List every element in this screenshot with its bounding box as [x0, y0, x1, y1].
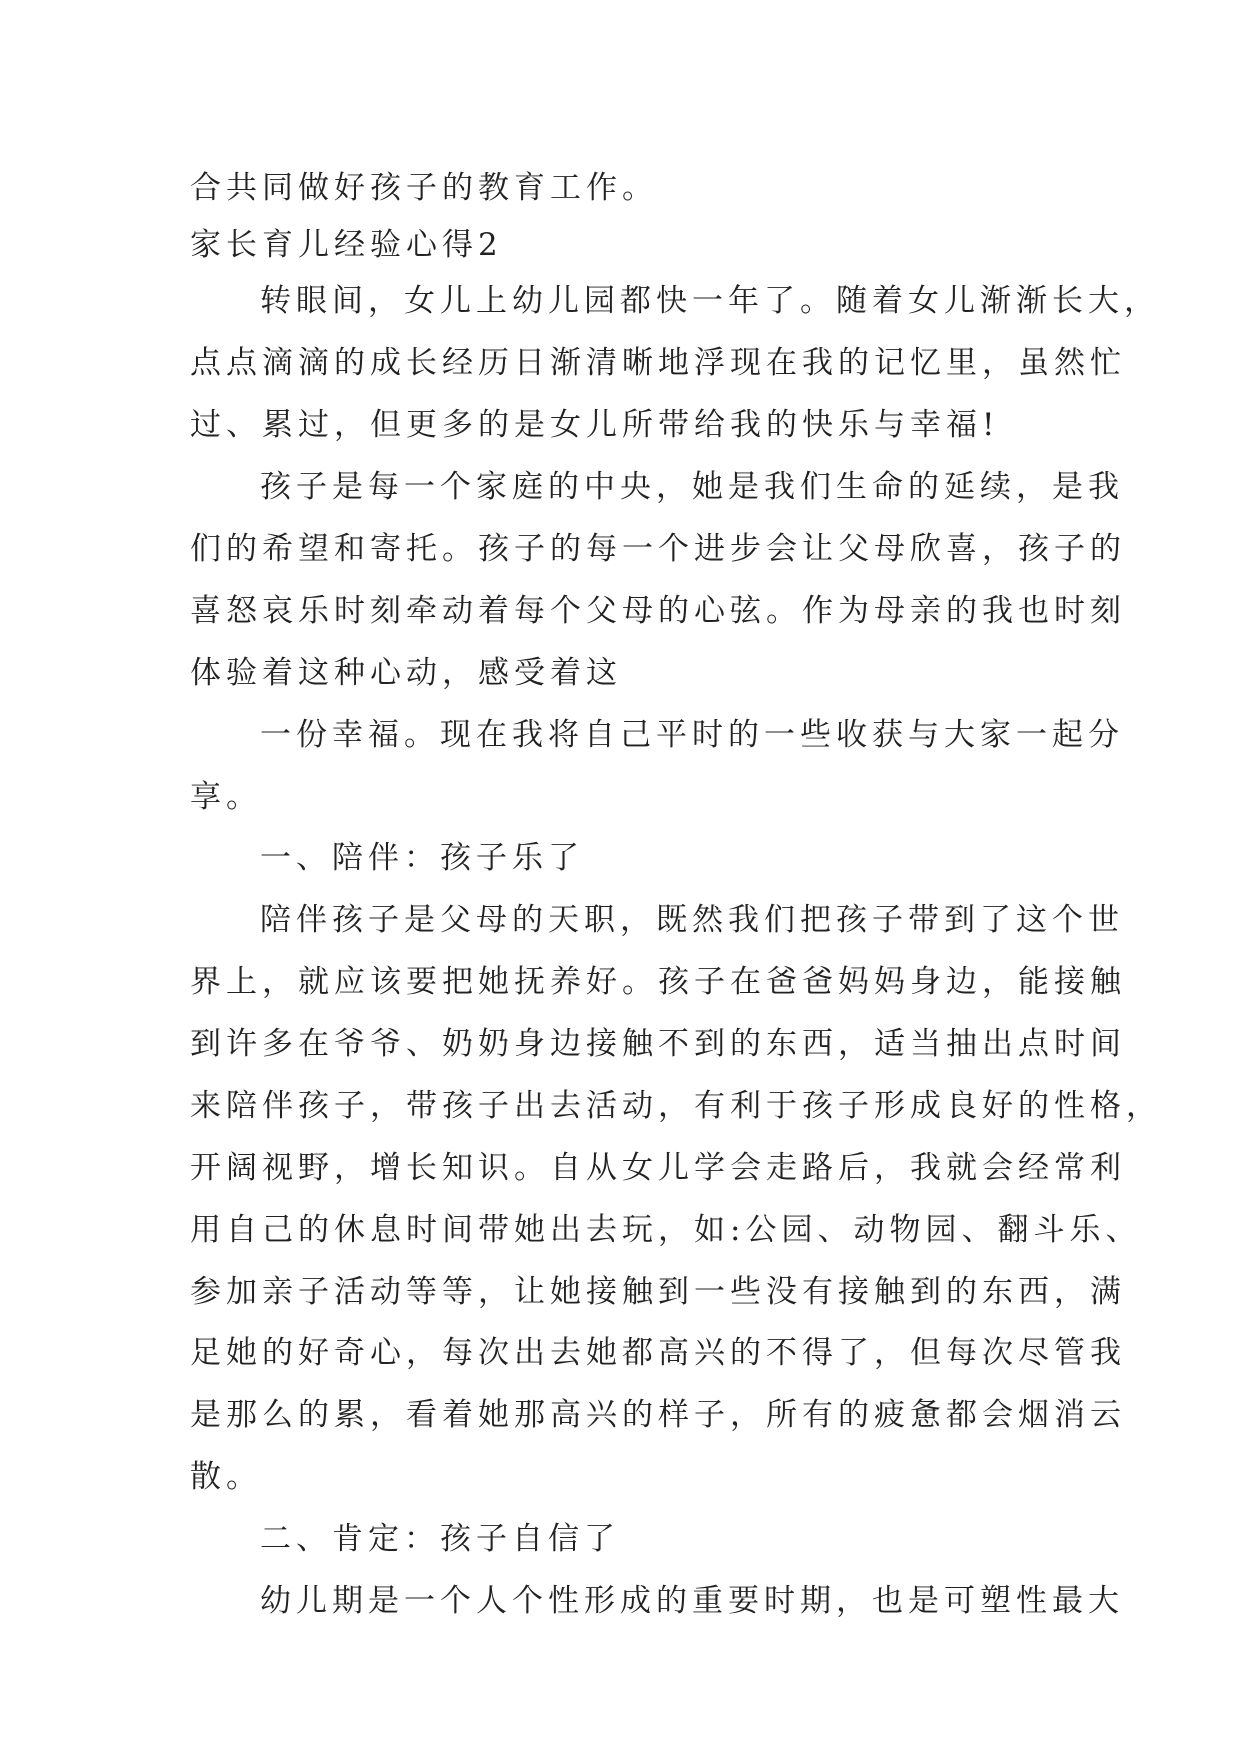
- text-line: 散。: [190, 1459, 262, 1495]
- text-line: 过、累过，但更多的是女儿所带给我的快乐与幸福!: [190, 407, 1000, 443]
- text-line: 转眼间，女儿上幼儿园都快一年了。随着女儿渐渐长大，: [260, 283, 1160, 319]
- text-line: 用自己的休息时间带她出去玩，如:公园、动物园、翻斗乐、: [190, 1212, 1142, 1248]
- text-line: 到许多在爷爷、奶奶身边接触不到的东西，适当抽出点时间: [190, 1026, 1126, 1062]
- text-line: 参加亲子活动等等，让她接触到一些没有接触到的东西，满: [190, 1274, 1126, 1310]
- text-line: 体验着这种心动，感受着这: [190, 655, 622, 691]
- text-line: 幼儿期是一个人个性形成的重要时期，也是可塑性最大: [260, 1583, 1124, 1619]
- text-line: 孩子是每一个家庭的中央，她是我们生命的延续，是我: [260, 469, 1124, 505]
- text-line: 点点滴滴的成长经历日渐清晰地浮现在我的记忆里，虽然忙: [190, 345, 1126, 381]
- text-line: 们的希望和寄托。孩子的每一个进步会让父母欣喜，孩子的: [190, 531, 1126, 567]
- subsection-heading: 二、肯定：孩子自信了: [260, 1521, 620, 1557]
- section-title: 家长育儿经验心得2: [190, 227, 503, 263]
- text-line: 足她的好奇心，每次出去她都高兴的不得了，但每次尽管我: [190, 1335, 1126, 1371]
- text-line: 一份幸福。现在我将自己平时的一些收获与大家一起分: [260, 717, 1124, 753]
- text-line: 是那么的累，看着她那高兴的样子，所有的疲惫都会烟消云: [190, 1397, 1126, 1433]
- text-line: 陪伴孩子是父母的天职，既然我们把孩子带到了这个世: [260, 902, 1124, 938]
- text-line: 合共同做好孩子的教育工作。: [190, 170, 658, 206]
- text-line: 享。: [190, 779, 262, 815]
- text-line: 来陪伴孩子，带孩子出去活动，有利于孩子形成良好的性格，: [190, 1088, 1162, 1124]
- subsection-heading: 一、陪伴：孩子乐了: [260, 840, 584, 876]
- text-line: 喜怒哀乐时刻牵动着每个父母的心弦。作为母亲的我也时刻: [190, 593, 1126, 629]
- text-line: 界上，就应该要把她抚养好。孩子在爸爸妈妈身边，能接触: [190, 964, 1126, 1000]
- text-line: 开阔视野，增长知识。自从女儿学会走路后，我就会经常利: [190, 1150, 1126, 1186]
